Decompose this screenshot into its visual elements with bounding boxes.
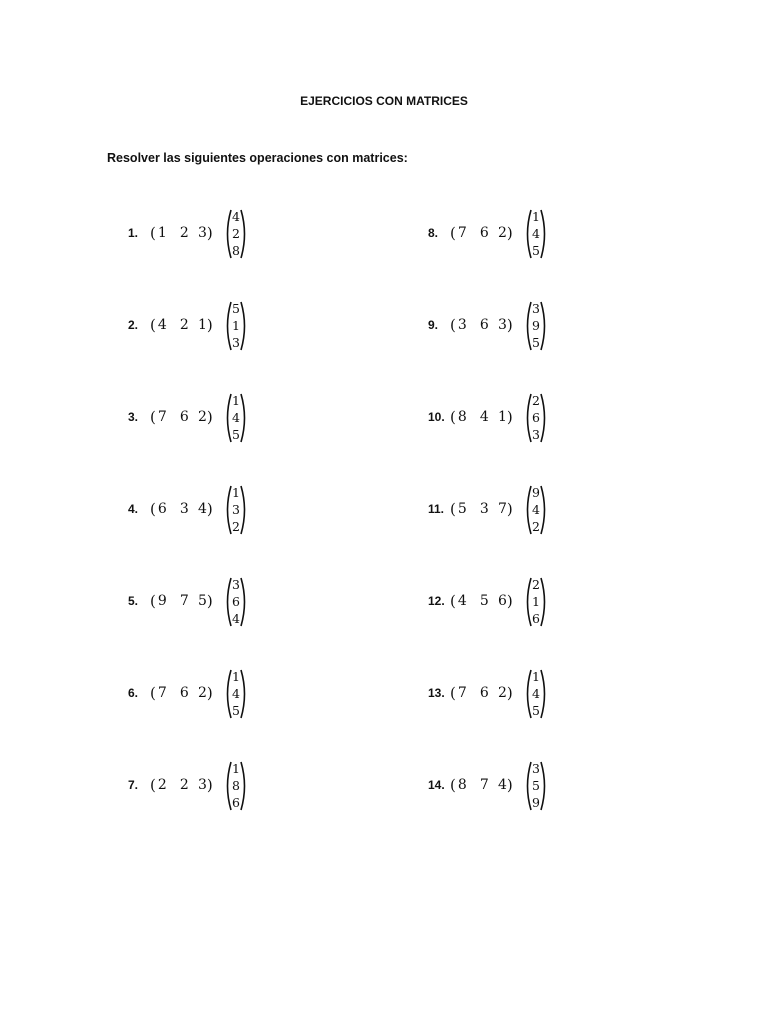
column-entry: 1 [232, 393, 240, 408]
row-vector [150, 224, 213, 242]
exercise-number: 11. [428, 502, 445, 516]
right-paren: ) [506, 684, 513, 702]
exercise-number: 10. [428, 410, 445, 424]
column-vector [224, 668, 248, 720]
left-paren: ( [450, 224, 456, 242]
right-paren: ) [206, 316, 213, 334]
row-entry: 2 [197, 685, 207, 701]
exercise-number: 4. [128, 502, 139, 516]
column-entry: 9 [532, 318, 540, 333]
exercise-item [428, 392, 568, 444]
row-entry: 7 [479, 777, 489, 793]
column-entry: 3 [232, 577, 240, 592]
left-paren: ( [450, 592, 456, 610]
row-entry: 7 [457, 685, 467, 701]
column-entry: 1 [532, 209, 540, 224]
row-entry: 2 [157, 777, 167, 793]
exercise-item [128, 208, 268, 260]
column-entry: 5 [232, 301, 240, 316]
row-entry: 7 [457, 225, 467, 241]
row-entry: 2 [179, 225, 189, 241]
column-entry: 1 [232, 485, 240, 500]
column-entry: 1 [232, 761, 240, 776]
column-entry: 3 [532, 427, 540, 442]
exercise-number: 12. [428, 594, 445, 608]
exercise-number: 9. [428, 318, 439, 332]
left-paren: ( [150, 500, 156, 518]
row-vector [150, 776, 213, 794]
right-paren: ) [506, 408, 513, 426]
exercise-item [428, 208, 568, 260]
exercise-item [128, 300, 268, 352]
right-paren: ) [206, 224, 213, 242]
column-entry: 4 [232, 611, 240, 626]
column-entry: 5 [532, 778, 540, 793]
exercise-item [128, 484, 268, 536]
row-entry: 1 [497, 409, 507, 425]
exercise-number: 3. [128, 410, 139, 424]
column-entry: 6 [532, 611, 540, 626]
column-entry: 1 [532, 594, 540, 609]
row-entry: 6 [497, 593, 507, 609]
column-vector [224, 300, 248, 352]
exercise-item [128, 760, 268, 812]
column-entry: 2 [532, 393, 540, 408]
right-paren: ) [506, 316, 513, 334]
row-vector [150, 316, 213, 334]
exercise-item [428, 484, 568, 536]
exercise-item [428, 668, 568, 720]
column-entry: 4 [232, 686, 240, 701]
row-vector [450, 684, 513, 702]
column-vector [224, 208, 248, 260]
row-vector [450, 224, 513, 242]
row-entry: 3 [179, 501, 189, 517]
column-entry: 3 [532, 301, 540, 316]
column-vector [524, 300, 548, 352]
column-vector [224, 392, 248, 444]
column-vector [224, 484, 248, 536]
column-vector [224, 760, 248, 812]
column-vector [524, 668, 548, 720]
row-entry: 7 [497, 501, 507, 517]
column-entry: 4 [532, 686, 540, 701]
row-entry: 3 [479, 501, 489, 517]
row-entry: 1 [197, 317, 207, 333]
row-entry: 2 [179, 317, 189, 333]
row-entry: 2 [179, 777, 189, 793]
left-paren: ( [450, 684, 456, 702]
row-entry: 2 [197, 409, 207, 425]
exercise-number: 13. [428, 686, 445, 700]
right-paren: ) [206, 776, 213, 794]
row-entry: 5 [479, 593, 489, 609]
row-entry: 3 [457, 317, 467, 333]
row-entry: 3 [497, 317, 507, 333]
right-paren: ) [206, 684, 213, 702]
column-entry: 4 [532, 226, 540, 241]
row-entry: 5 [197, 593, 207, 609]
row-entry: 3 [197, 225, 207, 241]
column-entry: 5 [232, 427, 240, 442]
column-entry: 5 [532, 335, 540, 350]
column-entry: 1 [232, 318, 240, 333]
column-entry: 6 [232, 594, 240, 609]
column-vector [224, 576, 248, 628]
column-entry: 5 [532, 703, 540, 718]
left-paren: ( [450, 776, 456, 794]
row-entry: 6 [179, 409, 189, 425]
column-vector [524, 576, 548, 628]
exercise-item [428, 300, 568, 352]
column-entry: 3 [232, 502, 240, 517]
left-paren: ( [150, 224, 156, 242]
row-entry: 7 [157, 685, 167, 701]
row-entry: 3 [197, 777, 207, 793]
row-entry: 1 [157, 225, 167, 241]
exercise-item [128, 668, 268, 720]
left-paren: ( [450, 408, 456, 426]
column-vector [524, 392, 548, 444]
row-entry: 6 [479, 685, 489, 701]
exercise-number: 1. [128, 226, 139, 240]
column-entry: 5 [532, 243, 540, 258]
right-paren: ) [506, 224, 513, 242]
row-vector [450, 592, 513, 610]
column-entry: 5 [232, 703, 240, 718]
column-entry: 6 [532, 410, 540, 425]
exercise-item [128, 576, 268, 628]
row-entry: 4 [197, 501, 207, 517]
column-entry: 6 [232, 795, 240, 810]
column-entry: 4 [232, 209, 240, 224]
left-paren: ( [150, 684, 156, 702]
right-paren: ) [506, 592, 513, 610]
column-entry: 1 [532, 669, 540, 684]
row-entry: 6 [479, 225, 489, 241]
row-entry: 7 [157, 409, 167, 425]
left-paren: ( [450, 316, 456, 334]
left-paren: ( [150, 592, 156, 610]
row-vector [150, 408, 213, 426]
row-entry: 2 [497, 225, 507, 241]
row-vector [450, 408, 513, 426]
right-paren: ) [506, 500, 513, 518]
exercise-item [428, 760, 568, 812]
column-entry: 9 [532, 485, 540, 500]
row-entry: 4 [157, 317, 167, 333]
exercise-item [428, 576, 568, 628]
row-entry: 8 [457, 409, 467, 425]
left-paren: ( [150, 316, 156, 334]
row-entry: 2 [497, 685, 507, 701]
column-vector [524, 484, 548, 536]
column-entry: 4 [232, 410, 240, 425]
column-entry: 9 [532, 795, 540, 810]
exercise-number: 7. [128, 778, 139, 792]
row-entry: 8 [457, 777, 467, 793]
column-entry: 2 [532, 519, 540, 534]
right-paren: ) [206, 500, 213, 518]
column-entry: 8 [232, 243, 240, 258]
exercise-number: 8. [428, 226, 439, 240]
row-entry: 6 [179, 685, 189, 701]
right-paren: ) [206, 592, 213, 610]
row-entry: 7 [179, 593, 189, 609]
column-entry: 3 [532, 761, 540, 776]
row-entry: 5 [457, 501, 467, 517]
exercise-number: 5. [128, 594, 139, 608]
left-paren: ( [450, 500, 456, 518]
row-entry: 9 [157, 593, 167, 609]
row-vector [150, 500, 213, 518]
column-vector [524, 760, 548, 812]
column-entry: 4 [532, 502, 540, 517]
exercise-number: 2. [128, 318, 139, 332]
exercise-number: 6. [128, 686, 139, 700]
instruction-text: Resolver las siguientes operaciones con matrices: [107, 151, 408, 165]
right-paren: ) [206, 408, 213, 426]
row-entry: 6 [479, 317, 489, 333]
column-vector [524, 208, 548, 260]
row-vector [450, 316, 513, 334]
row-entry: 4 [479, 409, 489, 425]
exercise-item [128, 392, 268, 444]
row-vector [450, 776, 513, 794]
row-entry: 6 [157, 501, 167, 517]
row-vector [150, 684, 213, 702]
row-entry: 4 [457, 593, 467, 609]
column-entry: 3 [232, 335, 240, 350]
page-title: EJERCICIOS CON MATRICES [300, 94, 468, 108]
column-entry: 2 [532, 577, 540, 592]
exercise-number: 14. [428, 778, 445, 792]
left-paren: ( [150, 776, 156, 794]
row-vector [150, 592, 213, 610]
right-paren: ) [506, 776, 513, 794]
column-entry: 2 [232, 226, 240, 241]
row-vector [450, 500, 513, 518]
row-entry: 4 [497, 777, 507, 793]
left-paren: ( [150, 408, 156, 426]
column-entry: 1 [232, 669, 240, 684]
column-entry: 2 [232, 519, 240, 534]
column-entry: 8 [232, 778, 240, 793]
